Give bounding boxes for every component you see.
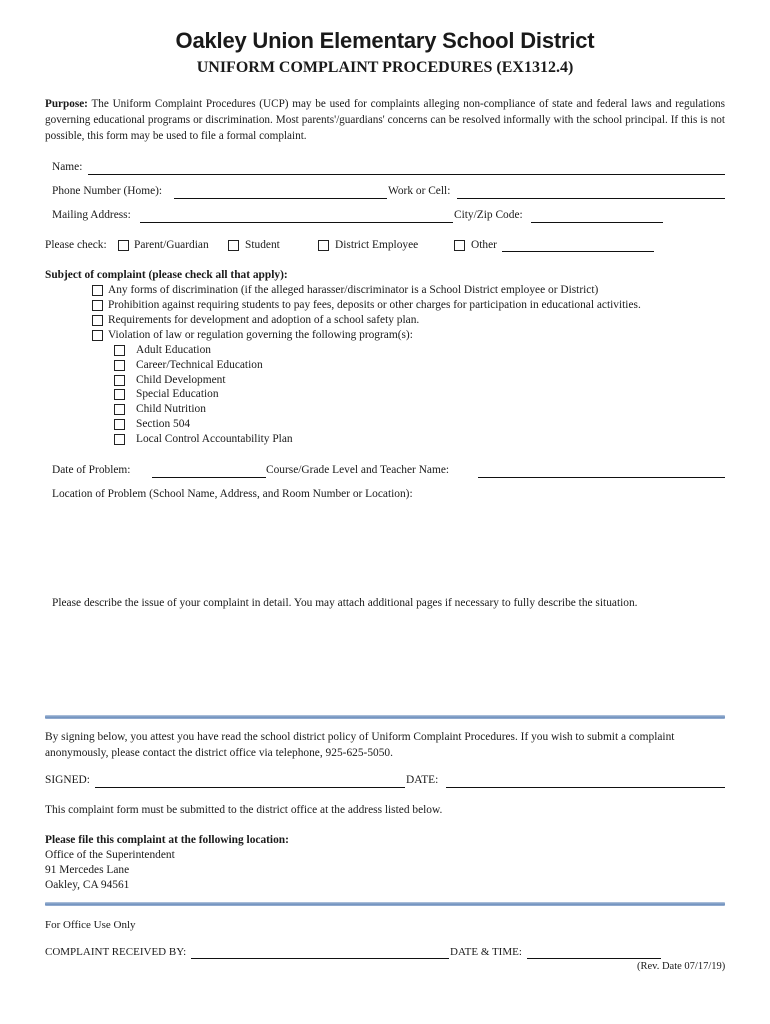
- date-of-problem-label: Date of Problem:: [52, 464, 131, 476]
- date-time-label: DATE & TIME:: [450, 946, 522, 958]
- program-section-504: Section 504: [136, 418, 191, 430]
- rev-date: (Rev. Date 07/17/19): [637, 961, 726, 972]
- subject-item-discrimination: Any forms of discrimination (if the alleged harasser/discriminator is a School District employee or District): [108, 284, 599, 296]
- please-check-label: Please check:: [45, 239, 107, 251]
- program-lcap: Local Control Accountability Plan: [136, 433, 293, 445]
- option-student: Student: [245, 239, 280, 251]
- file-location-heading: Please file this complaint at the following location:: [45, 834, 289, 846]
- sign-date-label: DATE:: [406, 774, 439, 786]
- checkbox-parent-guardian[interactable]: [118, 240, 129, 251]
- address-line-office: Office of the Superintendent: [45, 849, 175, 861]
- checkbox-special-education[interactable]: [114, 389, 125, 400]
- describe-issue-area[interactable]: [52, 615, 725, 710]
- office-use-label: For Office Use Only: [45, 919, 136, 931]
- name-field[interactable]: [88, 174, 725, 175]
- option-district-employee: District Employee: [335, 239, 419, 251]
- received-by-field[interactable]: [191, 958, 449, 959]
- describe-issue-label: Please describe the issue of your complaint in detail. You may attach additional pages if necessary to fully describe the situation.: [52, 597, 638, 609]
- section-divider: [45, 715, 725, 719]
- address-line-city: Oakley, CA 94561: [45, 879, 130, 891]
- checkbox-safety-plan[interactable]: [92, 315, 103, 326]
- checkbox-district-employee[interactable]: [318, 240, 329, 251]
- address-line-street: 91 Mercedes Lane: [45, 864, 130, 876]
- checkbox-career-technical[interactable]: [114, 360, 125, 371]
- city-zip-field[interactable]: [531, 222, 663, 223]
- option-other: Other: [471, 239, 497, 251]
- location-of-problem-area[interactable]: [52, 506, 725, 594]
- program-career-technical: Career/Technical Education: [136, 359, 263, 371]
- signature-field[interactable]: [95, 787, 405, 788]
- checkbox-lcap[interactable]: [114, 434, 125, 445]
- subject-item-fees: Prohibition against requiring students to pay fees, deposits or other charges for participation in educational activities.: [108, 299, 641, 311]
- name-label: Name:: [52, 161, 83, 173]
- signed-label: SIGNED:: [45, 774, 90, 786]
- page-subtitle: UNIFORM COMPLAINT PROCEDURES (EX1312.4): [196, 59, 574, 76]
- checkbox-other[interactable]: [454, 240, 465, 251]
- date-of-problem-field[interactable]: [152, 477, 266, 478]
- sign-date-field[interactable]: [446, 787, 725, 788]
- program-child-nutrition: Child Nutrition: [136, 403, 206, 415]
- course-grade-label: Course/Grade Level and Teacher Name:: [266, 464, 450, 476]
- subject-item-violation: Violation of law or regulation governing the following program(s):: [108, 329, 413, 341]
- attest-text: By signing below, you attest you have read the school district policy of Uniform Complaint Procedures. If you wish to submit a complaint anonymously, please contact the district office via telephone, 925-625-5050.: [45, 731, 675, 759]
- office-divider: [45, 902, 725, 906]
- purpose-text: The Uniform Complaint Procedures (UCP) may be used for complaints alleging non-compliance of state and federal laws and regulations governing educational programs or discrimination. Most parents'/guardians' concerns can be resolved informally with the school principal. If this is not possible, this form may be used to file a formal complaint.: [45, 98, 725, 142]
- other-field[interactable]: [502, 251, 654, 252]
- subject-item-safety-plan: Requirements for development and adoption of a school safety plan.: [108, 314, 420, 326]
- checkbox-adult-education[interactable]: [114, 345, 125, 356]
- phone-home-field[interactable]: [174, 198, 387, 199]
- location-of-problem-label: Location of Problem (School Name, Address, and Room Number or Location):: [52, 488, 413, 500]
- checkbox-violation[interactable]: [92, 330, 103, 341]
- work-cell-label: Work or Cell:: [388, 185, 451, 197]
- city-zip-label: City/Zip Code:: [454, 209, 523, 221]
- submit-note: This complaint form must be submitted to the district office at the address listed below.: [45, 804, 443, 816]
- course-grade-field[interactable]: [478, 477, 725, 478]
- checkbox-child-development[interactable]: [114, 375, 125, 386]
- mailing-address-label: Mailing Address:: [52, 209, 131, 221]
- program-adult-education: Adult Education: [136, 344, 211, 356]
- work-cell-field[interactable]: [457, 198, 725, 199]
- phone-home-label: Phone Number (Home):: [52, 185, 163, 197]
- option-parent-guardian: Parent/Guardian: [134, 239, 209, 251]
- checkbox-discrimination[interactable]: [92, 285, 103, 296]
- received-by-label: COMPLAINT RECEIVED BY:: [45, 946, 187, 958]
- mailing-address-field[interactable]: [140, 222, 453, 223]
- checkbox-child-nutrition[interactable]: [114, 404, 125, 415]
- page-title: Oakley Union Elementary School District: [175, 28, 595, 53]
- program-child-development: Child Development: [136, 374, 226, 386]
- program-special-education: Special Education: [136, 388, 219, 400]
- checkbox-student[interactable]: [228, 240, 239, 251]
- date-time-field[interactable]: [527, 958, 661, 959]
- subject-heading: Subject of complaint (please check all that apply):: [45, 269, 288, 281]
- checkbox-section-504[interactable]: [114, 419, 125, 430]
- purpose-label: Purpose:: [45, 98, 88, 110]
- purpose-paragraph: [45, 96, 725, 144]
- checkbox-fees[interactable]: [92, 300, 103, 311]
